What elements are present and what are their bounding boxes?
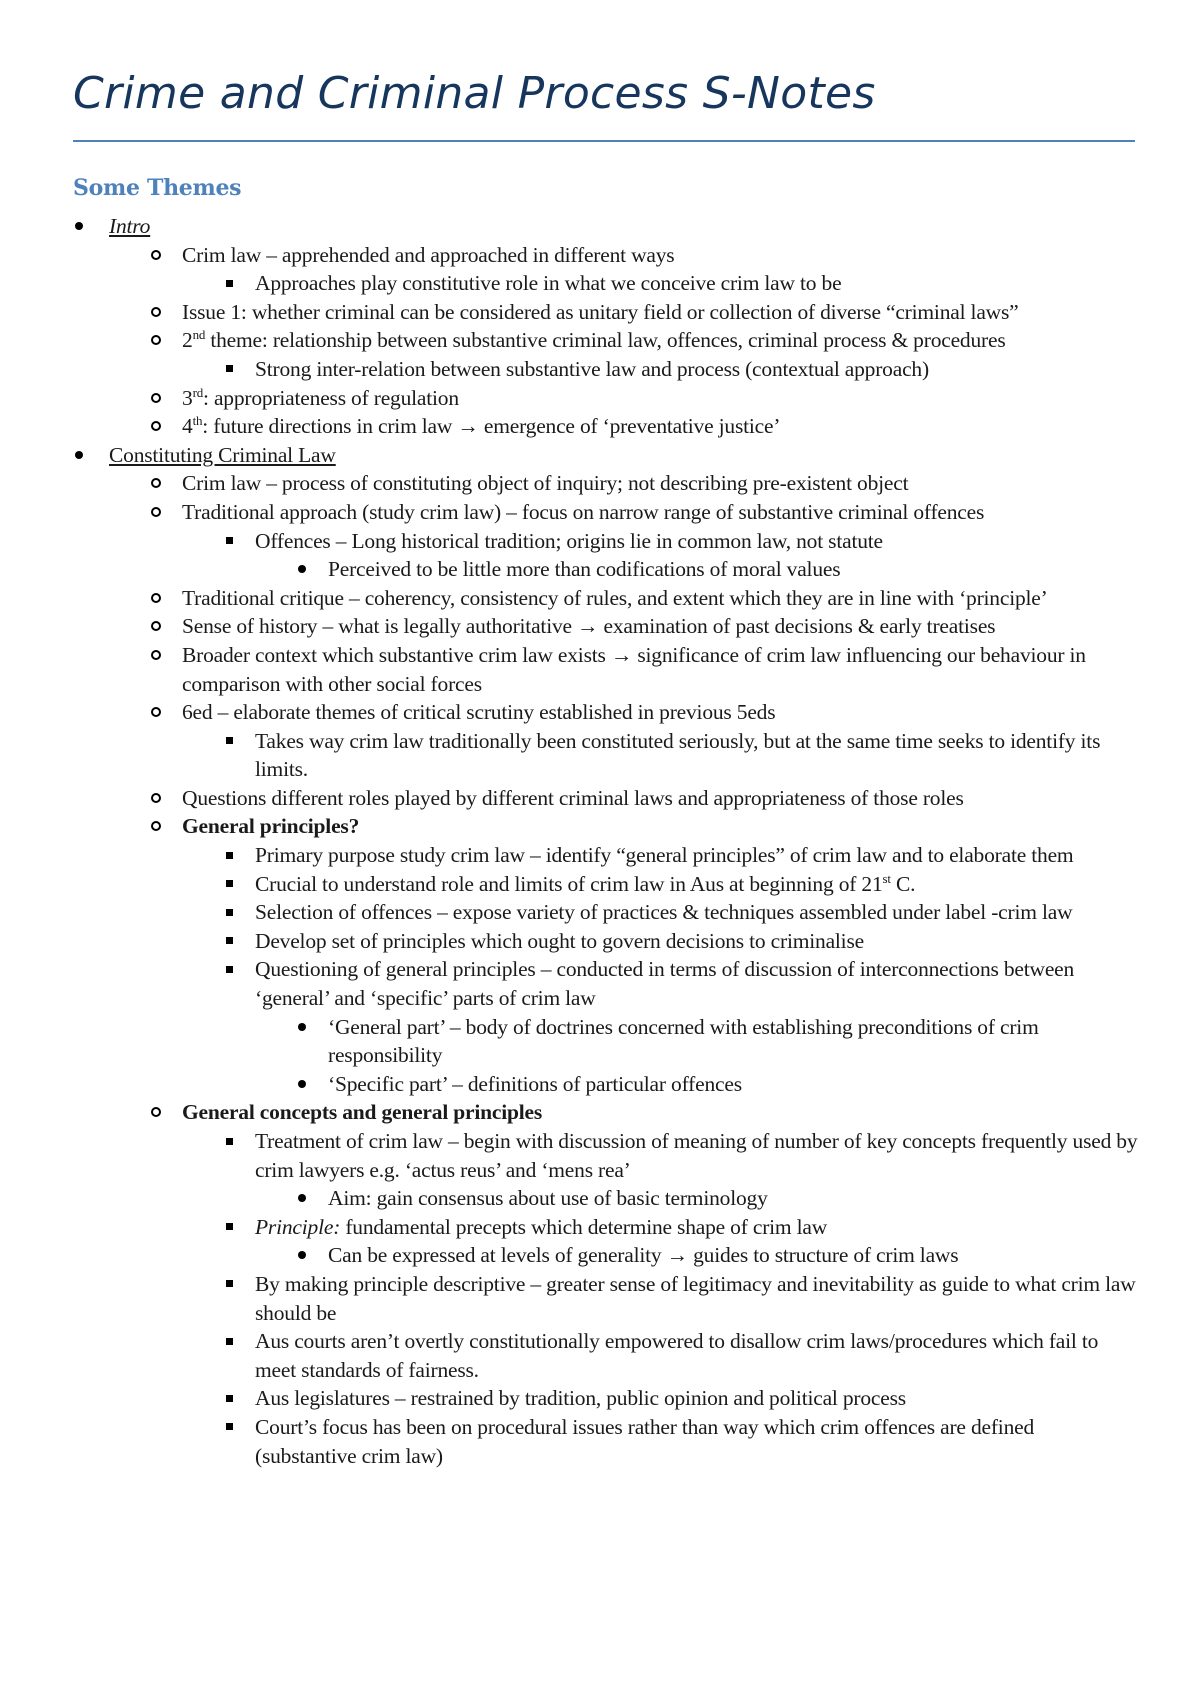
list-item-text: Strong inter-relation between substantive law and process (contextual approach) — [255, 356, 929, 381]
text-segment: fundamental precepts which determine shape of crim law — [340, 1214, 828, 1239]
list-item — [182, 1098, 1138, 1127]
list-item-text: Traditional critique – coherency, consistency of rules, and extent which they are in line with ‘principle’ — [182, 585, 1048, 610]
list-item — [182, 241, 1138, 270]
list-item — [182, 498, 1138, 527]
list-item-text: Court’s focus has been on procedural issues rather than way which crim offences are defined (substantive crim law) — [255, 1414, 1035, 1468]
list-item — [182, 812, 1138, 841]
list-item — [255, 1384, 1138, 1413]
list-item-text — [182, 814, 359, 838]
bullet-ring-icon — [146, 498, 166, 526]
bullet-ring-icon — [146, 298, 166, 326]
list-item — [182, 641, 1138, 698]
list-item — [328, 1241, 1138, 1270]
list-item-text: Crim law – apprehended and approached in different ways — [182, 242, 675, 267]
text-segment: : future directions in crim law → emergence of ‘preventative justice’ — [202, 414, 781, 439]
bullet-dot-icon — [292, 555, 312, 583]
list-item — [182, 469, 1138, 498]
list-item-text: Approaches play constitutive role in what we conceive crim law to be — [255, 271, 842, 296]
bullet-square-icon — [219, 527, 239, 555]
text-segment: C. — [890, 871, 916, 896]
bullet-square-icon — [219, 269, 239, 297]
text-segment: theme: relationship between substantive criminal law, offences, criminal process & procedures — [205, 328, 1006, 353]
bullet-square-icon — [219, 1413, 239, 1441]
list-item — [109, 212, 1138, 241]
bullet-dot-icon — [292, 1184, 312, 1212]
list-item-text: Questioning of general principles – conducted in terms of discussion of interconnections between ‘general’ and ‘specific’ parts of crim law — [255, 957, 1075, 1011]
list-item-text: Aus legislatures – restrained by tradition, public opinion and political process — [255, 1386, 906, 1411]
bullet-ring-icon — [146, 1098, 166, 1126]
list-item-text: Aus courts aren’t overtly constitutionally empowered to disallow crim laws/procedures which fail to meet standards of fairness. — [255, 1329, 1099, 1382]
list-item — [255, 1270, 1138, 1327]
list-item-text: ‘General part’ – body of doctrines concerned with establishing preconditions of crim responsibility — [328, 1014, 1039, 1068]
bullet-ring-icon — [146, 412, 166, 440]
text-segment: 3 — [182, 385, 193, 410]
list-item — [255, 841, 1138, 870]
text-segment: Principle: — [255, 1214, 341, 1239]
bullet-ring-icon — [146, 612, 166, 640]
list-item — [255, 355, 1138, 384]
bullet-square-icon — [219, 870, 239, 898]
list-item — [182, 412, 1138, 441]
list-item — [255, 269, 1138, 298]
bullet-square-icon — [219, 1270, 239, 1298]
list-item-text: Aim: gain consensus about use of basic terminology — [328, 1186, 768, 1211]
list-item-text: Issue 1: whether criminal can be considered as unitary field or collection of diverse “criminal laws” — [182, 299, 1019, 324]
list-item-text: Crim law – process of constituting object of inquiry; not describing pre-existent object — [182, 471, 909, 496]
bullet-ring-icon — [146, 384, 166, 412]
text-segment: 4 — [182, 414, 193, 439]
bullet-square-icon — [219, 955, 239, 983]
list-item — [255, 1127, 1138, 1184]
text-segment: nd — [192, 327, 206, 343]
title-underline — [73, 140, 1135, 142]
bullet-dot-icon — [292, 1241, 312, 1269]
list-item — [255, 1213, 1138, 1242]
list-item-text — [182, 414, 780, 438]
list-item — [255, 727, 1138, 784]
bullet-ring-icon — [146, 698, 166, 726]
bullet-ring-icon — [146, 784, 166, 812]
list-item — [328, 1184, 1138, 1213]
list-item-text: Develop set of principles which ought to govern decisions to criminalise — [255, 928, 864, 953]
bullet-square-icon — [219, 1327, 239, 1355]
list-item-text: Sense of history – what is legally authoritative → examination of past decisions & early treatises — [182, 614, 996, 639]
list-item-text: Perceived to be little more than codifications of moral values — [328, 557, 841, 582]
list-item — [182, 384, 1138, 413]
bullet-square-icon — [219, 355, 239, 383]
bullet-dot-icon — [292, 1013, 312, 1041]
list-item-text: Selection of offences – expose variety of practices & techniques assembled under label -crim law — [255, 900, 1073, 925]
text-segment: General principles? — [182, 814, 360, 839]
list-item — [182, 584, 1138, 613]
bullet-square-icon — [219, 1384, 239, 1412]
list-item-text: ‘Specific part’ – definitions of particular offences — [328, 1071, 742, 1096]
bullet-ring-icon — [146, 812, 166, 840]
list-item-text: Questions different roles played by different criminal laws and appropriateness of those roles — [182, 785, 964, 810]
bullet-dot-icon — [292, 1070, 312, 1098]
bullet-square-icon — [219, 727, 239, 755]
bullet-dot-icon — [69, 212, 89, 240]
list-item — [328, 1013, 1138, 1070]
list-item-text: Can be expressed at levels of generality → guides to structure of crim laws — [328, 1243, 959, 1268]
bullet-square-icon — [219, 1213, 239, 1241]
text-segment: Crucial to understand role and limits of crim law in Aus at beginning of 21 — [255, 871, 883, 896]
bullet-ring-icon — [146, 326, 166, 354]
list-item — [255, 927, 1138, 956]
list-item-text: Traditional approach (study crim law) – focus on narrow range of substantive criminal offences — [182, 499, 985, 524]
list-item-text — [182, 386, 459, 410]
list-item-text: Broader context which substantive crim law exists → significance of crim law influencing our behaviour in comparison with other social forces — [182, 642, 1086, 696]
page-title: Crime and Criminal Process S-Notes — [73, 68, 876, 119]
list-item — [182, 298, 1138, 327]
bullet-ring-icon — [146, 469, 166, 497]
text-segment: 2 — [182, 328, 193, 353]
bullet-square-icon — [219, 898, 239, 926]
text-segment: th — [192, 413, 203, 428]
list-item-text — [109, 214, 150, 238]
text-segment: st — [882, 870, 891, 886]
bullet-square-icon — [219, 1127, 239, 1155]
list-item-text — [109, 443, 336, 467]
text-segment: General concepts and general principles — [182, 1100, 543, 1125]
list-item — [328, 1070, 1138, 1099]
bullet-ring-icon — [146, 641, 166, 669]
list-item — [255, 898, 1138, 927]
list-item — [182, 784, 1138, 813]
bullet-square-icon — [219, 841, 239, 869]
list-item — [328, 555, 1138, 584]
list-item-text: Offences – Long historical tradition; origins lie in common law, not statute — [255, 528, 883, 553]
list-item-text: Takes way crim law traditionally been constituted seriously, but at the same time seeks to identify its limits. — [255, 728, 1101, 782]
text-segment: Intro — [109, 214, 151, 238]
list-item-text — [255, 1215, 827, 1239]
list-item — [255, 1413, 1138, 1470]
bullet-ring-icon — [146, 241, 166, 269]
section-heading: Some Themes — [73, 175, 242, 201]
list-item — [255, 955, 1138, 1012]
list-item — [255, 1327, 1138, 1384]
list-item-text — [255, 872, 915, 896]
list-item-text — [182, 1100, 542, 1124]
list-item — [182, 326, 1138, 355]
list-item-text: Primary purpose study crim law – identify “general principles” of crim law and to elaborate them — [255, 843, 1074, 868]
list-item — [109, 441, 1138, 470]
text-segment: rd — [192, 384, 203, 400]
bullet-square-icon — [219, 927, 239, 955]
list-item — [255, 870, 1138, 899]
list-item — [182, 698, 1138, 727]
bullet-dot-icon — [69, 441, 89, 469]
list-item-text: Treatment of crim law – begin with discussion of meaning of number of key concepts frequently used by crim lawyers e.g. ‘actus reus’ and ‘mens rea’ — [255, 1129, 1138, 1182]
text-segment: : appropriateness of regulation — [203, 385, 459, 410]
list-item-text: By making principle descriptive – greater sense of legitimacy and inevitability as guide to what crim law should be — [255, 1271, 1136, 1325]
bullet-ring-icon — [146, 584, 166, 612]
text-segment: Constituting Criminal Law — [109, 442, 336, 467]
list-item — [182, 612, 1138, 641]
list-item-text — [182, 328, 1006, 352]
list-item-text: 6ed – elaborate themes of critical scrutiny established in previous 5eds — [182, 700, 776, 725]
notes-list — [0, 212, 1200, 1470]
list-item — [255, 527, 1138, 556]
